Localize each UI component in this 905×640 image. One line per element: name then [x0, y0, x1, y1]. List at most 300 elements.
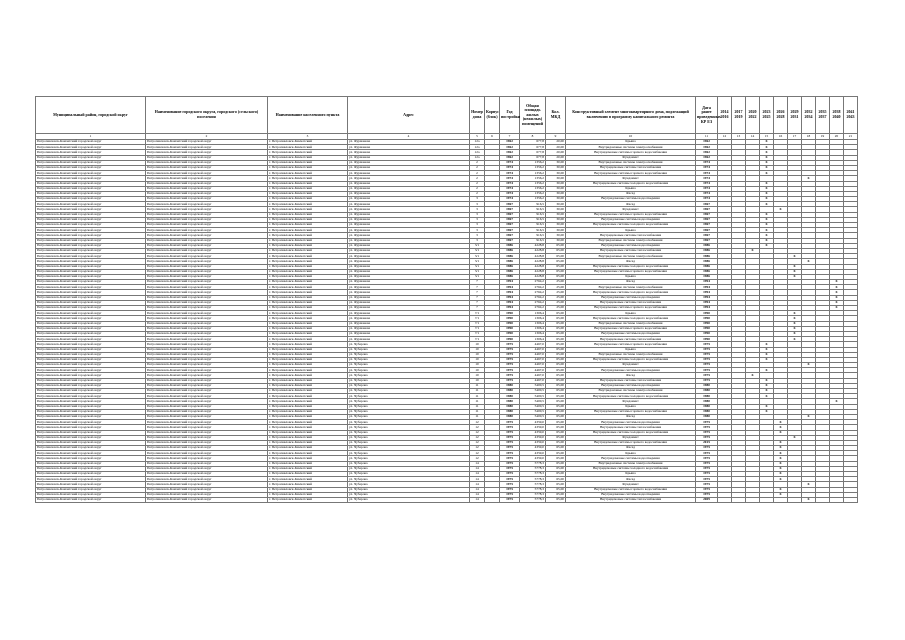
locality-cell: г. Петропавловск-Камчатский: [268, 456, 348, 461]
period-mark: X: [760, 223, 774, 228]
last-repair-year-cell: 1990: [696, 326, 718, 331]
construction-year-cell: 1975: [500, 435, 520, 440]
area-cell: 1356,2: [520, 181, 546, 186]
house-number-cell: 7/1: [470, 337, 485, 342]
area-cell: 4228,8: [520, 248, 546, 253]
settlement-cell: Петропавловск-Камчатский городской округ: [146, 352, 268, 357]
address-cell: ул. Фурманова: [348, 223, 470, 228]
house-number-cell: 14: [470, 487, 485, 492]
repair-element-cell: Внутридомовые системы электроснабжения: [566, 352, 696, 357]
construction-year-cell: 1975: [500, 466, 520, 471]
repair-element-cell: Фасад: [566, 373, 696, 378]
district-cell: Петропавловск-Камчатский городской округ: [36, 435, 146, 440]
area-cell: 4467,0: [520, 347, 546, 352]
address-cell: ул. Фурманова: [348, 321, 470, 326]
period-mark: X: [802, 482, 816, 487]
district-cell: Петропавловск-Камчатский городской округ: [36, 181, 146, 186]
construction-year-cell: 1962: [500, 155, 520, 160]
area-cell: 1356,2: [520, 165, 546, 170]
repair-element-cell: Фасад: [566, 477, 696, 482]
construction-year-cell: 1975: [500, 342, 520, 347]
construction-year-cell: 1980: [500, 399, 520, 404]
house-number-cell: 2: [470, 171, 485, 176]
district-cell: Петропавловск-Камчатский городской округ: [36, 357, 146, 362]
table-body: [36, 140, 858, 503]
settlement-cell: Петропавловск-Камчатский городской округ: [146, 254, 268, 259]
header-cell: Кол. МКД: [546, 97, 566, 134]
area-cell: 677,8: [520, 150, 546, 155]
district-cell: Петропавловск-Камчатский городской округ: [36, 238, 146, 243]
locality-cell: г. Петропавловск-Камчатский: [268, 461, 348, 466]
district-cell: Петропавловск-Камчатский городской округ: [36, 165, 146, 170]
settlement-cell: Петропавловск-Камчатский городской округ: [146, 290, 268, 295]
last-repair-year-cell: 1990: [696, 311, 718, 316]
address-cell: ул. Фурманова: [348, 197, 470, 202]
period-mark: X: [760, 233, 774, 238]
district-cell: Петропавловск-Камчатский городской округ: [36, 264, 146, 269]
area-cell: 1356,2: [520, 197, 546, 202]
header-cell: 2017 2019: [732, 97, 746, 134]
period-mark: X: [802, 176, 816, 181]
header-cell: 2014 2016: [718, 97, 732, 134]
address-cell: ул. Чубарова: [348, 477, 470, 482]
settlement-cell: Петропавловск-Камчатский городской округ: [146, 373, 268, 378]
district-cell: Петропавловск-Камчатский городской округ: [36, 482, 146, 487]
area-cell: 2764,2: [520, 290, 546, 295]
area-cell: 5778,3: [520, 497, 546, 502]
address-cell: ул. Фурманова: [348, 176, 470, 181]
construction-year-cell: 1962: [500, 140, 520, 145]
house-number-cell: 3: [470, 207, 485, 212]
house-number-cell: 3/1: [470, 259, 485, 264]
last-repair-year-cell: 1975: [696, 492, 718, 497]
period-mark: X: [760, 342, 774, 347]
house-number-cell: 3: [470, 228, 485, 233]
locality-cell: г. Петропавловск-Камчатский: [268, 238, 348, 243]
mkd-count-cell: 20,00: [546, 155, 566, 160]
repair-element-cell: Внутридомовые системы водоотведения: [566, 456, 696, 461]
last-repair-year-cell: 1980: [696, 414, 718, 419]
area-cell: 4359,0: [520, 420, 546, 425]
area-cell: 677,8: [520, 140, 546, 145]
header-cell: 2041 2043: [844, 97, 858, 134]
repair-element-cell: Фундамент: [566, 176, 696, 181]
area-cell: 1306,4: [520, 331, 546, 336]
period-mark: X: [760, 155, 774, 160]
area-cell: 916,5: [520, 202, 546, 207]
area-cell: 4359,0: [520, 435, 546, 440]
last-repair-year-cell: 1975: [696, 435, 718, 440]
period-mark: X: [774, 430, 788, 435]
house-number-cell: 12: [470, 435, 485, 440]
last-repair-year-cell: 1980: [696, 383, 718, 388]
locality-cell: г. Петропавловск-Камчатский: [268, 274, 348, 279]
settlement-cell: Петропавловск-Камчатский городской округ: [146, 487, 268, 492]
area-cell: 1306,4: [520, 311, 546, 316]
construction-year-cell: 1986: [500, 248, 520, 253]
construction-year-cell: 1986: [500, 243, 520, 248]
repair-element-cell: Внутридомовые системы горячего водоснабжения: [566, 487, 696, 492]
district-cell: Петропавловск-Камчатский городской округ: [36, 342, 146, 347]
settlement-cell: Петропавловск-Камчатский городской округ: [146, 181, 268, 186]
mkd-count-cell: 65,00: [546, 311, 566, 316]
repair-element-cell: Фундамент: [566, 399, 696, 404]
area-cell: 4359,0: [520, 440, 546, 445]
house-number-cell: 14: [470, 477, 485, 482]
settlement-cell: Петропавловск-Камчатский городской округ: [146, 430, 268, 435]
district-cell: Петропавловск-Камчатский городской округ: [36, 451, 146, 456]
address-cell: ул. Чубарова: [348, 399, 470, 404]
header-cell: Адрес: [348, 97, 470, 134]
mkd-count-cell: 65,00: [546, 477, 566, 482]
last-repair-year-cell: 1974: [696, 181, 718, 186]
area-cell: 4467,0: [520, 363, 546, 368]
header-cell: Корпус (блок): [485, 97, 500, 134]
repair-element-cell: Крыша: [566, 186, 696, 191]
mkd-count-cell: 30,00: [546, 186, 566, 191]
period-mark: X: [760, 404, 774, 409]
period-mark: X: [774, 446, 788, 451]
settlement-cell: Петропавловск-Камчатский городской округ: [146, 440, 268, 445]
last-repair-year-cell: 1962: [696, 140, 718, 145]
last-repair-year-cell: 1980: [696, 389, 718, 394]
area-cell: 4359,0: [520, 425, 546, 430]
address-cell: ул. Чубарова: [348, 440, 470, 445]
construction-year-cell: 1986: [500, 274, 520, 279]
last-repair-year-cell: 1974: [696, 176, 718, 181]
last-repair-year-cell: 1975: [696, 368, 718, 373]
locality-cell: г. Петропавловск-Камчатский: [268, 394, 348, 399]
house-number-cell: 7/1: [470, 331, 485, 336]
construction-year-cell: 1994: [500, 306, 520, 311]
mkd-count-cell: 30,00: [546, 212, 566, 217]
locality-cell: г. Петропавловск-Камчатский: [268, 233, 348, 238]
settlement-cell: Петропавловск-Камчатский городской округ: [146, 425, 268, 430]
repair-element-cell: Внутридомовые системы электроснабжения: [566, 238, 696, 243]
address-cell: ул. Фурманова: [348, 331, 470, 336]
address-cell: ул. Фурманова: [348, 228, 470, 233]
repair-element-cell: Фундамент: [566, 363, 696, 368]
area-cell: 2764,2: [520, 306, 546, 311]
house-number-cell: 14: [470, 461, 485, 466]
district-cell: Петропавловск-Камчатский городской округ: [36, 337, 146, 342]
last-repair-year-cell: 1990: [696, 331, 718, 336]
address-cell: ул. Чубарова: [348, 394, 470, 399]
last-repair-year-cell: 1980: [696, 409, 718, 414]
district-cell: Петропавловск-Камчатский городской округ: [36, 399, 146, 404]
construction-year-cell: 1974: [500, 176, 520, 181]
settlement-cell: Петропавловск-Камчатский городской округ: [146, 186, 268, 191]
mkd-count-cell: 65,00: [546, 248, 566, 253]
address-cell: ул. Чубарова: [348, 497, 470, 502]
settlement-cell: Петропавловск-Камчатский городской округ: [146, 337, 268, 342]
settlement-cell: Петропавловск-Камчатский городской округ: [146, 306, 268, 311]
district-cell: Петропавловск-Камчатский городской округ: [36, 472, 146, 477]
district-cell: Петропавловск-Камчатский городской округ: [36, 497, 146, 502]
house-number-cell: 10: [470, 357, 485, 362]
settlement-cell: Петропавловск-Камчатский городской округ: [146, 197, 268, 202]
header-cell: Наименование городского округа, городского (сельского) поселения: [146, 97, 268, 134]
locality-cell: г. Петропавловск-Камчатский: [268, 482, 348, 487]
locality-cell: г. Петропавловск-Камчатский: [268, 217, 348, 222]
repair-element-cell: Внутридомовые системы холодного водоснабжения: [566, 466, 696, 471]
construction-year-cell: 1975: [500, 472, 520, 477]
area-cell: 916,5: [520, 207, 546, 212]
mkd-count-cell: 65,00: [546, 435, 566, 440]
address-cell: ул. Чубарова: [348, 446, 470, 451]
house-number-cell: 12: [470, 456, 485, 461]
mkd-count-cell: 65,00: [546, 368, 566, 373]
area-cell: 916,5: [520, 238, 546, 243]
settlement-cell: Петропавловск-Камчатский городской округ: [146, 295, 268, 300]
district-cell: Петропавловск-Камчатский городской округ: [36, 300, 146, 305]
mkd-count-cell: 65,00: [546, 337, 566, 342]
construction-year-cell: 1975: [500, 425, 520, 430]
last-repair-year-cell: 1974: [696, 191, 718, 196]
mkd-count-cell: 65,00: [546, 472, 566, 477]
house-number-cell: 10: [470, 378, 485, 383]
header-cell: 2038 2040: [830, 97, 844, 134]
district-cell: Петропавловск-Камчатский городской округ: [36, 217, 146, 222]
period-mark: X: [760, 238, 774, 243]
address-cell: ул. Фурманова: [348, 248, 470, 253]
period-mark: X: [788, 254, 802, 259]
area-cell: 1356,2: [520, 160, 546, 165]
settlement-cell: Петропавловск-Камчатский городской округ: [146, 497, 268, 502]
area-cell: 5400,5: [520, 389, 546, 394]
address-cell: ул. Чубарова: [348, 363, 470, 368]
house-number-cell: 7: [470, 306, 485, 311]
construction-year-cell: 1990: [500, 331, 520, 336]
area-cell: 1306,4: [520, 326, 546, 331]
repair-element-cell: Внутридомовые системы водоотведения: [566, 492, 696, 497]
settlement-cell: Петропавловск-Камчатский городской округ: [146, 217, 268, 222]
last-repair-year-cell: 1967: [696, 238, 718, 243]
mkd-count-cell: 65,00: [546, 451, 566, 456]
repair-element-cell: Внутридомовые системы водоотведения: [566, 383, 696, 388]
mkd-count-cell: 65,00: [546, 456, 566, 461]
repair-element-cell: Внутридомовые системы теплоснабжения: [566, 378, 696, 383]
district-cell: Петропавловск-Камчатский городской округ: [36, 352, 146, 357]
mkd-count-cell: 20,00: [546, 140, 566, 145]
mkd-count-cell: 65,00: [546, 363, 566, 368]
repair-element-cell: Внутридомовые системы холодного водоснабжения: [566, 357, 696, 362]
settlement-cell: Петропавловск-Камчатский городской округ: [146, 420, 268, 425]
construction-year-cell: 1986: [500, 269, 520, 274]
construction-year-cell: 1975: [500, 497, 520, 502]
area-cell: 4228,8: [520, 254, 546, 259]
last-repair-year-cell: 1986: [696, 254, 718, 259]
locality-cell: г. Петропавловск-Камчатский: [268, 357, 348, 362]
repair-element-cell: Крыша: [566, 140, 696, 145]
district-cell: Петропавловск-Камчатский городской округ: [36, 420, 146, 425]
locality-cell: г. Петропавловск-Камчатский: [268, 326, 348, 331]
last-repair-year-cell: 2015: [696, 440, 718, 445]
period-mark: X: [788, 274, 802, 279]
mkd-count-cell: 30,00: [546, 171, 566, 176]
construction-year-cell: 1975: [500, 347, 520, 352]
house-number-cell: 11: [470, 399, 485, 404]
district-cell: Петропавловск-Камчатский городской округ: [36, 212, 146, 217]
repair-element-cell: Внутридомовые системы водоотведения: [566, 420, 696, 425]
house-number-cell: 7: [470, 285, 485, 290]
mkd-count-cell: 30,00: [546, 233, 566, 238]
construction-year-cell: 1975: [500, 492, 520, 497]
locality-cell: г. Петропавловск-Камчатский: [268, 492, 348, 497]
locality-cell: г. Петропавловск-Камчатский: [268, 420, 348, 425]
construction-year-cell: 1980: [500, 383, 520, 388]
locality-cell: г. Петропавловск-Камчатский: [268, 176, 348, 181]
house-number-cell: 11: [470, 414, 485, 419]
district-cell: Петропавловск-Камчатский городской округ: [36, 373, 146, 378]
construction-year-cell: 1974: [500, 197, 520, 202]
mkd-count-cell: 30,00: [546, 176, 566, 181]
construction-year-cell: 1990: [500, 337, 520, 342]
construction-year-cell: 1967: [500, 223, 520, 228]
last-repair-year-cell: 1986: [696, 269, 718, 274]
area-cell: 2764,2: [520, 300, 546, 305]
construction-year-cell: 1974: [500, 181, 520, 186]
last-repair-year-cell: 1975: [696, 477, 718, 482]
district-cell: Петропавловск-Камчатский городской округ: [36, 145, 146, 150]
address-cell: ул. Фурманова: [348, 207, 470, 212]
house-number-cell: 12а: [470, 140, 485, 145]
settlement-cell: Петропавловск-Камчатский городской округ: [146, 477, 268, 482]
repair-element-cell: Внутридомовые системы водоотведения: [566, 243, 696, 248]
mkd-count-cell: 65,00: [546, 316, 566, 321]
header-cell: Год постройки: [500, 97, 520, 134]
locality-cell: г. Петропавловск-Камчатский: [268, 223, 348, 228]
address-cell: ул. Чубарова: [348, 430, 470, 435]
area-cell: 5778,3: [520, 487, 546, 492]
period-mark: X: [760, 145, 774, 150]
column-number-cell: 20: [830, 134, 844, 140]
mkd-count-cell: 30,00: [546, 197, 566, 202]
settlement-cell: Петропавловск-Камчатский городской округ: [146, 171, 268, 176]
period-mark: X: [746, 248, 760, 253]
locality-cell: г. Петропавловск-Камчатский: [268, 228, 348, 233]
last-repair-year-cell: 1962: [696, 150, 718, 155]
mkd-count-cell: 65,00: [546, 357, 566, 362]
area-cell: 4467,0: [520, 352, 546, 357]
locality-cell: г. Петропавловск-Камчатский: [268, 254, 348, 259]
construction-year-cell: 1967: [500, 217, 520, 222]
settlement-cell: Петропавловск-Камчатский городской округ: [146, 399, 268, 404]
header-cell: 2032 2034: [802, 97, 816, 134]
house-number-cell: 11: [470, 383, 485, 388]
district-cell: Петропавловск-Камчатский городской округ: [36, 389, 146, 394]
district-cell: Петропавловск-Камчатский городской округ: [36, 150, 146, 155]
district-cell: Петропавловск-Камчатский городской округ: [36, 414, 146, 419]
repair-element-cell: Фундамент: [566, 155, 696, 160]
period-mark: X: [760, 357, 774, 362]
house-number-cell: 14: [470, 466, 485, 471]
period-mark: X: [830, 290, 844, 295]
locality-cell: г. Петропавловск-Камчатский: [268, 259, 348, 264]
house-number-cell: 2: [470, 165, 485, 170]
settlement-cell: Петропавловск-Камчатский городской округ: [146, 368, 268, 373]
house-number-cell: 12: [470, 440, 485, 445]
settlement-cell: Петропавловск-Камчатский городской округ: [146, 243, 268, 248]
construction-year-cell: 1980: [500, 404, 520, 409]
mkd-count-cell: 65,00: [546, 373, 566, 378]
header-cell: 2029 2031: [788, 97, 802, 134]
construction-year-cell: 1975: [500, 440, 520, 445]
period-mark: X: [760, 409, 774, 414]
period-mark: X: [802, 497, 816, 502]
settlement-cell: Петропавловск-Камчатский городской округ: [146, 492, 268, 497]
mkd-count-cell: 65,00: [546, 497, 566, 502]
column-number-cell: 11: [696, 134, 718, 140]
header-cell: Муниципальный район, городской округ: [36, 97, 146, 134]
locality-cell: г. Петропавловск-Камчатский: [268, 404, 348, 409]
period-mark: X: [760, 383, 774, 388]
period-mark: X: [760, 389, 774, 394]
settlement-cell: Петропавловск-Камчатский городской округ: [146, 326, 268, 331]
repair-element-cell: Внутридомовые системы теплоснабжения: [566, 337, 696, 342]
locality-cell: г. Петропавловск-Камчатский: [268, 165, 348, 170]
mkd-count-cell: 30,00: [546, 160, 566, 165]
settlement-cell: Петропавловск-Камчатский городской округ: [146, 446, 268, 451]
repair-element-cell: Внутридомовые системы горячего водоснабжения: [566, 342, 696, 347]
locality-cell: г. Петропавловск-Камчатский: [268, 150, 348, 155]
district-cell: Петропавловск-Камчатский городской округ: [36, 290, 146, 295]
area-cell: 1306,4: [520, 321, 546, 326]
house-number-cell: 7: [470, 280, 485, 285]
construction-year-cell: 1975: [500, 420, 520, 425]
construction-year-cell: 1975: [500, 357, 520, 362]
column-number-cell: 6: [485, 134, 500, 140]
district-cell: Петропавловск-Камчатский городской округ: [36, 254, 146, 259]
last-repair-year-cell: 1975: [696, 466, 718, 471]
header-cell: 2035 2037: [816, 97, 830, 134]
construction-year-cell: 1967: [500, 207, 520, 212]
header-row: [36, 97, 858, 134]
period-cell: [718, 497, 732, 502]
settlement-cell: Петропавловск-Камчатский городской округ: [146, 363, 268, 368]
mkd-count-cell: 65,00: [546, 414, 566, 419]
district-cell: Петропавловск-Камчатский городской округ: [36, 306, 146, 311]
locality-cell: г. Петропавловск-Камчатский: [268, 347, 348, 352]
period-mark: X: [760, 140, 774, 145]
construction-year-cell: 1990: [500, 316, 520, 321]
locality-cell: г. Петропавловск-Камчатский: [268, 472, 348, 477]
address-cell: ул. Чубарова: [348, 389, 470, 394]
last-repair-year-cell: 1980: [696, 399, 718, 404]
locality-cell: г. Петропавловск-Камчатский: [268, 264, 348, 269]
area-cell: 1306,4: [520, 316, 546, 321]
locality-cell: г. Петропавловск-Камчатский: [268, 414, 348, 419]
period-mark: X: [760, 368, 774, 373]
address-cell: ул. Фурманова: [348, 306, 470, 311]
repair-element-cell: Внутридомовые системы горячего водоснабжения: [566, 306, 696, 311]
mkd-count-cell: 65,00: [546, 331, 566, 336]
locality-cell: г. Петропавловск-Камчатский: [268, 425, 348, 430]
settlement-cell: Петропавловск-Камчатский городской округ: [146, 191, 268, 196]
house-number-cell: 7/1: [470, 316, 485, 321]
house-number-cell: 3/1: [470, 243, 485, 248]
period-mark: X: [788, 337, 802, 342]
period-mark: X: [830, 300, 844, 305]
mkd-count-cell: 25,00: [546, 295, 566, 300]
construction-year-cell: 1994: [500, 300, 520, 305]
locality-cell: г. Петропавловск-Камчатский: [268, 430, 348, 435]
period-mark: X: [788, 321, 802, 326]
repair-element-cell: Внутридомовые системы холодного водоснабжения: [566, 316, 696, 321]
period-cell: [788, 497, 802, 502]
house-number-cell: 7: [470, 290, 485, 295]
locality-cell: г. Петропавловск-Камчатский: [268, 160, 348, 165]
